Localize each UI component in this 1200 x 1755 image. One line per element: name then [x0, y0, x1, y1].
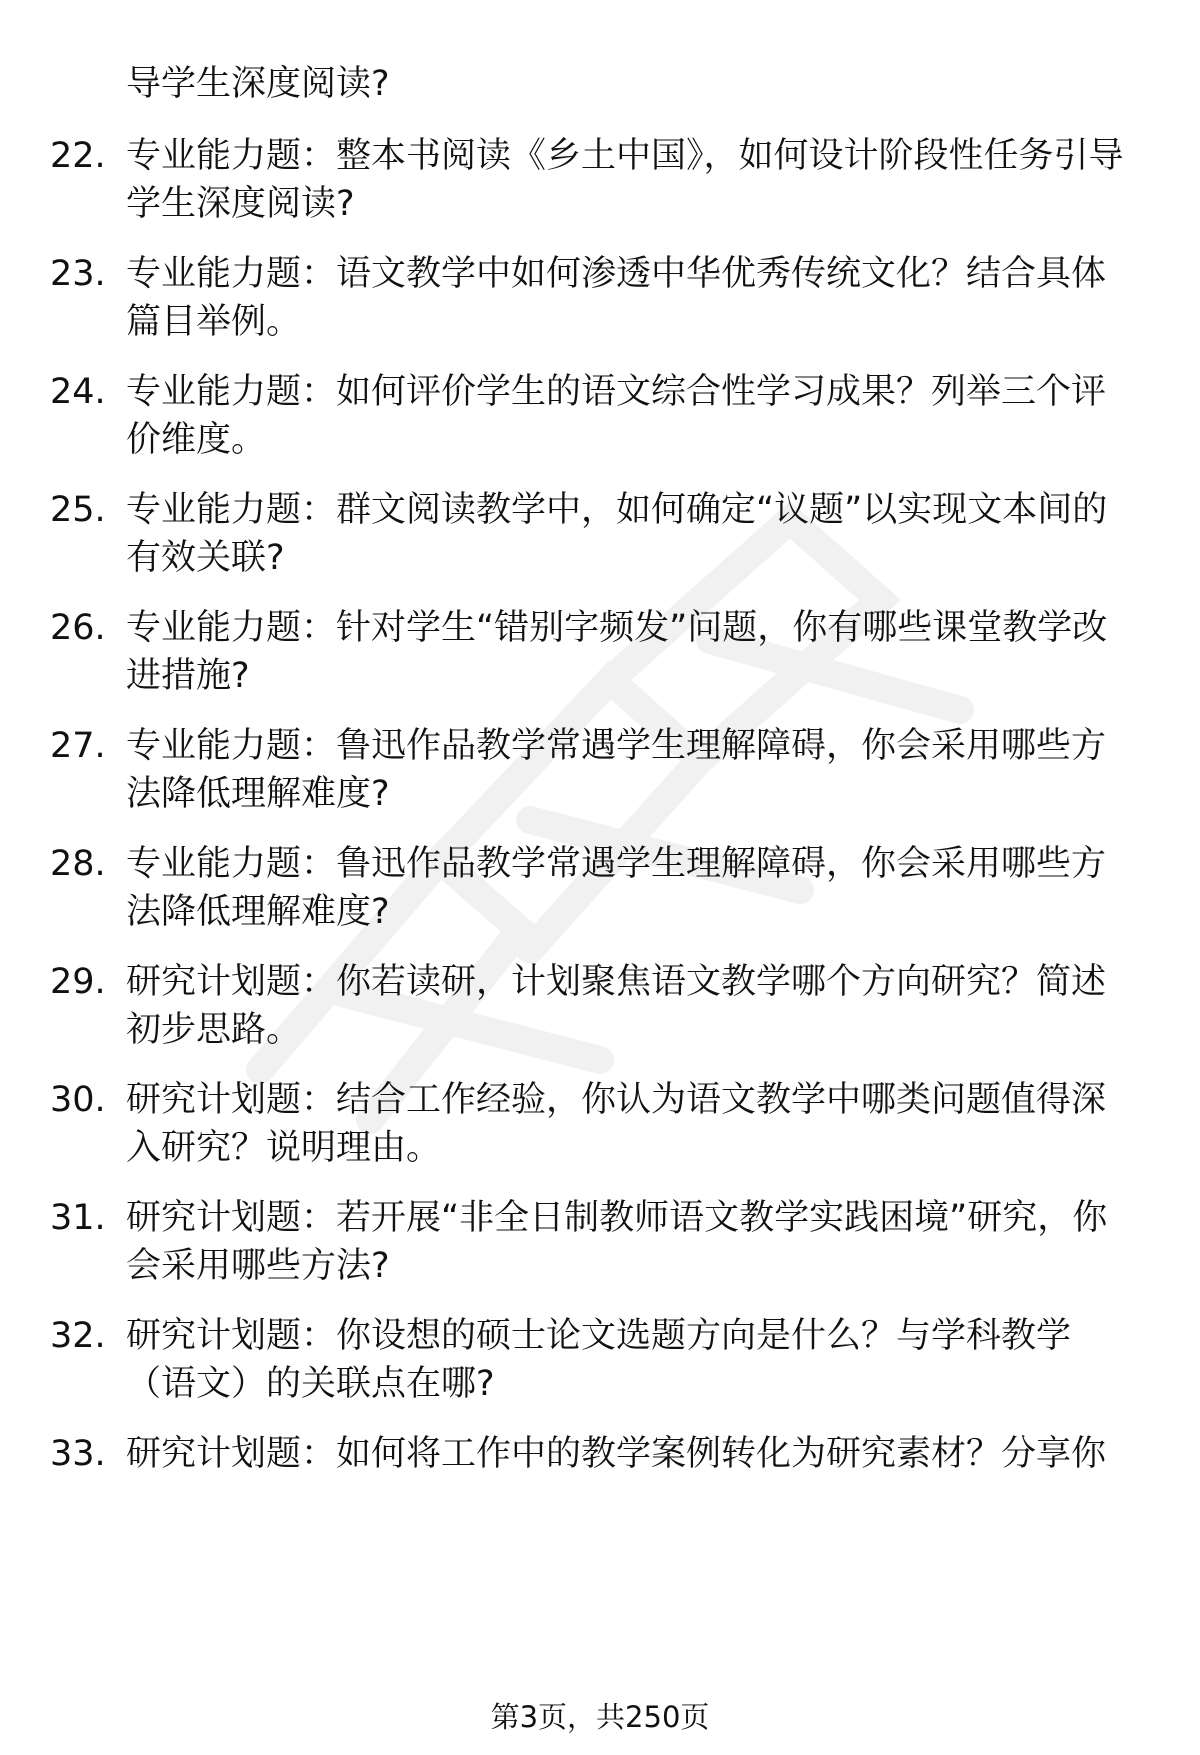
question-text: 专业能力题：鲁迅作品教学常遇学生理解障碍，你会采用哪些方法降低理解难度? [126, 726, 1107, 814]
question-number: 24. [50, 372, 106, 412]
continued-question-text: 导学生深度阅读? [126, 64, 390, 104]
question-text: 专业能力题：整本书阅读《乡土中国》，如何设计阶段性任务引导学生深度阅读? [126, 136, 1124, 224]
question-number: 29. [50, 962, 106, 1002]
question-text: 研究计划题：你设想的硕士论文选题方向是什么？与学科教学（语文）的关联点在哪? [126, 1316, 1072, 1404]
question-number: 22. [50, 136, 106, 176]
question-number: 25. [50, 490, 106, 530]
question-number: 31. [50, 1198, 106, 1238]
question-text: 研究计划题：若开展“非全日制教师语文教学实践困境”研究，你会采用哪些方法? [126, 1198, 1108, 1286]
page-footer: 第3页，共250页 [490, 1700, 710, 1734]
question-number: 33. [50, 1434, 106, 1474]
question-number: 27. [50, 726, 106, 766]
question-number: 23. [50, 254, 106, 294]
question-text: 研究计划题：你若读研，计划聚焦语文教学哪个方向研究？简述初步思路。 [126, 962, 1107, 1050]
question-text: 专业能力题：针对学生“错别字频发”问题，你有哪些课堂教学改进措施? [126, 608, 1108, 696]
question-text: 专业能力题：语文教学中如何渗透中华优秀传统文化？结合具体篇目举例。 [126, 254, 1107, 342]
question-text: 专业能力题：如何评价学生的语文综合性学习成果？列举三个评价维度。 [126, 372, 1107, 460]
question-number: 26. [50, 608, 106, 648]
question-text: 专业能力题：鲁迅作品教学常遇学生理解障碍，你会采用哪些方法降低理解难度? [126, 844, 1107, 932]
question-number: 28. [50, 844, 106, 884]
question-text: 专业能力题：群文阅读教学中，如何确定“议题”以实现文本间的有效关联? [126, 490, 1108, 578]
question-text: 研究计划题：如何将工作中的教学案例转化为研究素材？分享你 [126, 1434, 1107, 1474]
question-text: 研究计划题：结合工作经验，你认为语文教学中哪类问题值得深入研究？说明理由。 [126, 1080, 1107, 1168]
question-number: 30. [50, 1080, 106, 1120]
question-number: 32. [50, 1316, 106, 1356]
